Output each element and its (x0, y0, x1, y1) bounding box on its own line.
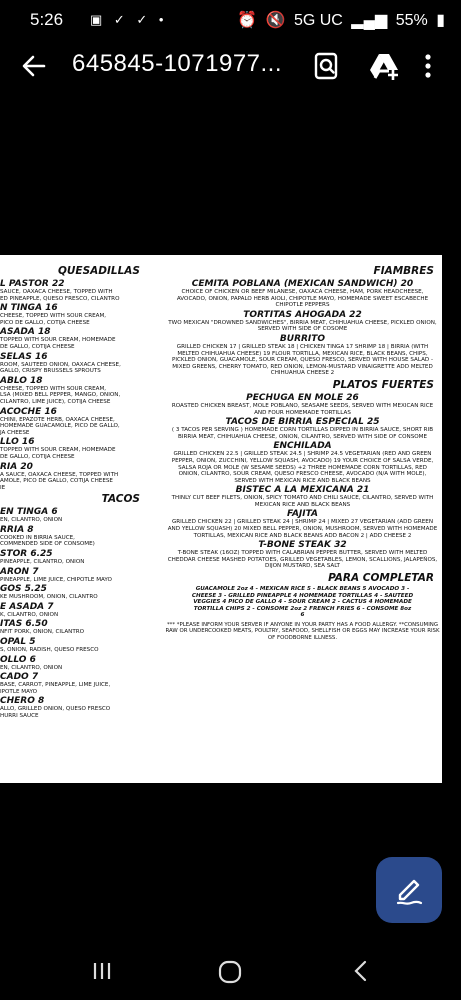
menu-item (0, 584, 150, 601)
document-title: 645845-1071977... (72, 50, 283, 77)
menu-item (163, 485, 442, 508)
menu-item-name: BISTEC A LA MEXICANA 21 (235, 485, 370, 496)
menu-item (0, 567, 150, 584)
menu-item (0, 303, 150, 326)
menu-item (0, 507, 150, 524)
menu-item-name: STOR 6.25 (0, 549, 53, 560)
chevron-left-icon (350, 959, 372, 983)
home-icon (217, 959, 243, 985)
menu-item-description: PINEAPPLE, LIME JUICE, CHIPOTLE MAYO (0, 576, 112, 583)
pen-scribble-icon (376, 857, 442, 923)
menu-item-name: EN TINGA 6 (0, 507, 58, 518)
menu-item-name: SELAS 16 (0, 351, 48, 362)
menu-item-name: RIA 20 (0, 461, 33, 472)
menu-item (0, 407, 150, 437)
section-heading: FIAMBRES (373, 265, 434, 277)
menu-item-description: CHOICE OF CHICKEN OR BEEF MILANESE, OAXACA CHEESE, HAM, PORK HEADCHEESE, AVOCADO, ONION, PAPALO HERB AIOLI, CHIPOTLE MAYO, HOMEMADE SWEET ESCABECHE CHIPOTLE PEPPERS (176, 289, 429, 309)
menu-item-description: GALLO, CRISPY BRUSSELS SPROUTS (0, 368, 101, 375)
allergy-notice: *** *PLEASE INFORM YOUR SERVER IF ANYONE IN YOUR PARTY HAS A FOOD ALLERGY. **CONSUMING RAW OR UNDERCOOKED MEATS, POULTRY, SEAFOOD, SHELLFISH OR EGGS MAY INCREASE YOUR RISK OF FOODBORNE ILLNESS. (165, 622, 440, 641)
menu-item (0, 602, 150, 619)
menu-item-description: TOPPED WITH SOUR CREAM, HOMEMADE (0, 447, 116, 454)
menu-item-name: TORTITAS AHOGADA 22 (243, 309, 362, 320)
annotate-button[interactable] (376, 857, 442, 923)
menu-item-name: GOS 5.25 (0, 584, 47, 595)
menu-item-description: SAUCE, OAXACA CHEESE, TOPPED WITH (0, 289, 113, 295)
section-heading: QUESADILLAS (57, 265, 140, 277)
menu-item (163, 509, 442, 539)
menu-item (163, 393, 442, 416)
battery-label: 55% (395, 12, 428, 29)
menu-item (0, 352, 150, 375)
menu-item-description: CILANTRO, LIME JUICE), COTIJA CHEESE (0, 398, 111, 405)
section-heading: PLATOS FUERTES (332, 378, 434, 391)
menu-item-description: GRILLED CHICKEN 17 | GRILLED STEAK 18 | CHICKEN TINGA 17 SHRIMP 18 | BIRRIA (WITH MELTED CHIHUAHUA CHEESE) 19 FLOUR TORTILLA, MEXICAN RICE, BLACK BEANS, CHIPS, PICKLED ONION, GUACAMOLE, SOUR CREAM, QUESO FRESCO, SERVED WITH HOUSE SALAD - MIXED GREENS, CHERRY TOMATO, RED ONION, LEMON-MUSTARD VINAIGRETTE ADD MELTED CHIHUAHUA CHEESE 2 (171, 343, 434, 377)
menu-item-description: AMOLE, PICO DE GALLO, COTIJA CHEESE (0, 478, 113, 485)
menu-item-description: A SAUCE, OAXACA CHEESE, TOPPED WITH (0, 471, 119, 478)
menu-item (163, 279, 442, 309)
menu-item-description: PINEAPPLE, CILANTRO, ONION (0, 559, 85, 566)
menu-item (0, 327, 150, 350)
menu-item (0, 376, 150, 406)
menu-item-name: E ASADA 7 (0, 601, 54, 612)
recent-apps-button[interactable] (90, 959, 114, 988)
menu-item-name: ARON 7 (0, 566, 39, 577)
menu-item-description: GRILLED CHICKEN 22 | GRILLED STEAK 24 | SHRIMP 24 | MIXED 27 VEGETARIAN (ADD GREEN AND YELLOW SQUASH) 20 MIXED BELL PEPPER, ONION, MUSHROOM, SERVED WITH HOMEMADE TORTILLAS, MEXICAN RICE AND BLACK BEANS ADD BACON 2 | ADD CHEESE 2 (167, 519, 438, 539)
menu-item-description: BASE, CARROT, PINEAPPLE, LIME JUICE, (0, 682, 111, 689)
system-nav-bar (0, 945, 461, 1000)
back-nav-button[interactable] (350, 959, 372, 988)
lens-search-icon (310, 50, 342, 82)
more-options-button[interactable] (418, 50, 438, 82)
menu-item-description: EN, CILANTRO, ONION (0, 664, 63, 671)
signal-icon: ▂▄▆ (351, 12, 388, 29)
drive-add-icon (368, 50, 400, 82)
status-right (233, 10, 445, 30)
menu-item-description: PICO DE GALLO, COTIJA CHEESE (0, 319, 90, 326)
alarm-icon: ⏰ (237, 12, 258, 29)
menu-item-description: ROASTED CHICKEN BREAST, MOLE POBLANO, SEASAME SEEDS, SERVED WITH MEXICAN RICE AND FOUR HOMEMADE TORTILLAS (171, 402, 434, 416)
menu-item-name: OPAL 5 (0, 637, 36, 648)
menu-item-description: T-BONE STEAK (16OZ) TOPPED WITH CALABRIAN PEPPER BUTTER, SERVED WITH MELTED CHEDDAR CHEESE MASHED POTATOES, GRILLED VEGETABLES, LEMON, SCALLIONS, JALAPEÑOS, DIJON MUSTARD, SEA SALT (167, 550, 438, 570)
menu-item-description: ALLO, GRILLED ONION, QUESO FRESCO (0, 706, 111, 713)
menu-item-name: ENCHILADA (273, 441, 332, 452)
arrow-left-icon (18, 50, 50, 82)
battery-icon: ▮ (436, 12, 445, 29)
menu-item-name: ABLO 18 (0, 375, 43, 386)
menu-item-description: ( 3 TACOS PER SERVING ) HOMEMADE CORN TORTILLAS DIPPED IN BIRRIA SAUCE, SHORT RIB BIRRIA MEAT, CHIHUAHUA CHEESE, ONION, CILANTRO, SERVED WITH SIDE OF CONSOME (171, 427, 434, 440)
menu-item-description: S, ONION, RADISH, QUESO FRESCO (0, 647, 99, 654)
status-time: 5:26 (30, 10, 64, 29)
menu-item-description: TWO MEXICAN "DROWNED SANDWICHES", BIRRIA MEAT, CHIHUAHUA CHEESE, PICKLED ONION, SERVED WITH SIDE OF COSOME (168, 319, 437, 333)
menu-item-description: CHEESE, TOPPED WITH SOUR CREAM, (0, 313, 107, 320)
menu-item-description: CHEESE, TOPPED WITH SOUR CREAM, (0, 385, 107, 392)
menu-item-description: GRILLED CHICKEN 22.5 | GRILLED STEAK 24.5 | SHRIMP 24.5 VEGETARIAN (RED AND GREEN PEPPER, ONION, ZUCCHINI, YELLOW SQUASH, AVOCADO) 19 YOUR CHOICE OF SALSA VERDE, SALSA ROJA OR MOLE (W SESAME SEEDS) +2 THREE HOMEMADE CORN TORTILLAS, RED ONION, CILANTRO, SOUR CREAM, QUESO FRESCO CHEESE, AVOCADO (N/A WITH MOLE), SERVED WITH MEXICAN RICE AND BLACK BEANS (171, 451, 434, 484)
menu-item-description: K, CILANTRO, ONION (0, 611, 59, 618)
menu-item (0, 672, 150, 695)
menu-item-name: ITAS 6.50 (0, 619, 48, 630)
menu-item-name: CHERO 8 (0, 696, 45, 707)
menu-left-column (0, 263, 150, 721)
menu-item-name: TACOS DE BIRRIA ESPECIAL 25 (225, 417, 380, 428)
menu-item-description: IPOTLE MAYO (0, 688, 38, 695)
menu-item-description: THINLY CUT BEEF FILETS, ONION, SPICY TOMATO AND CHILI SAUCE, CILANTRO, SERVED WITH MEXICAN RICE AND BLACK BEANS (171, 495, 434, 508)
menu-item-description: DE GALLO, COTIJA CHEESE (0, 343, 75, 350)
menu-item-name: LLO 16 (0, 437, 35, 448)
menu-item-description: NFIT PORK, ONION, CILANTRO (0, 629, 85, 636)
notification-icons: ▣ ✓ ✓ • (90, 12, 168, 27)
menu-item (0, 437, 150, 460)
recents-icon (90, 959, 114, 983)
menu-item-name: FAJITA (286, 509, 319, 520)
menu-item (0, 462, 150, 492)
menu-item-description: IE (0, 484, 6, 491)
menu-item-description: GUACAMOLE 2oz 4 - MEXICAN RICE 5 - BLACK BEANS 5 AVOCADO 3 - CHEESE 3 - GRILLED PINEAPPLE 4 HOMEMADE TORTILLAS 4 - SAUTEED VEGGIES 4 PICO DE GALLO 4 - SOUR CREAM 2 - CACTUS 4 HOMEMADE TORTILLA CHIPS 2 - CONSOME 2oz 2 FRENCH FRIES 6 - CONSOME 8oz 6 (191, 586, 414, 619)
menu-item-description: TOPPED WITH SOUR CREAM, HOMEMADE (0, 337, 116, 344)
menu-item (163, 417, 442, 440)
menu-item (163, 540, 442, 570)
section-heading: PARA COMPLETAR (328, 572, 434, 585)
menu-item (0, 655, 150, 672)
menu-item (163, 441, 442, 484)
menu-item-name: RRIA 8 (0, 524, 34, 535)
menu-item-description: HURRI SAUCE (0, 713, 39, 719)
menu-item (0, 696, 150, 719)
menu-item (163, 334, 442, 377)
menu-item-name: N TINGA 16 (0, 303, 58, 314)
lens-search-button[interactable] (310, 50, 342, 82)
menu-item (0, 279, 150, 302)
menu-right-column (163, 263, 442, 641)
menu-item-name: PECHUGA EN MOLE 26 (246, 392, 359, 403)
menu-item-name: ACOCHE 16 (0, 406, 57, 417)
menu-item-description: ED PINEAPPLE, QUESO FRESCO, CILANTRO (0, 295, 120, 302)
status-bar (0, 0, 461, 40)
menu-item-description: COOKED IN BIRRIA SAUCE, (0, 534, 75, 541)
app-toolbar (0, 40, 461, 92)
menu-item-description: DE GALLO, COTIJA CHEESE (0, 453, 75, 460)
more-vert-icon (418, 50, 438, 82)
menu-item-name: OLLO 6 (0, 654, 36, 665)
menu-item-description: HOMEMADE GUACAMOLE, PICO DE GALLO, (0, 423, 120, 430)
menu-item-description: JA CHEESE (0, 429, 30, 436)
menu-item-name: CADO 7 (0, 672, 39, 683)
menu-item (163, 586, 442, 619)
home-button[interactable] (217, 959, 243, 990)
menu-item-description: LSA (MIXED BELL PEPPER, MANGO, ONION, (0, 392, 121, 399)
menu-item (0, 525, 150, 548)
mute-icon: 🔇 (265, 12, 286, 29)
back-button[interactable] (18, 50, 50, 82)
menu-item-name: ASADA 18 (0, 327, 51, 338)
menu-item (163, 310, 442, 333)
menu-item-name: CEMITA POBLANA (MEXICAN SANDWICH) 20 (191, 279, 414, 289)
menu-item (0, 637, 150, 654)
menu-item-description: COMMENDED SIDE OF CONSOME) (0, 541, 95, 548)
section-heading: TACOS (101, 493, 140, 506)
menu-document-page[interactable] (0, 255, 442, 783)
menu-item-description: EN, CILANTRO, ONION (0, 517, 63, 524)
network-label: 5G UC (293, 12, 343, 29)
menu-item (0, 619, 150, 636)
menu-item-description: KE MUSHROOM, ONION, CILANTRO (0, 594, 98, 601)
menu-item-description: ROOM, SAUTEED ONION, OAXACA CHEESE, (0, 361, 121, 368)
menu-item-name: BURRITO (279, 333, 326, 344)
menu-item-name: T-BONE STEAK 32 (258, 540, 347, 551)
menu-item-name: L PASTOR 22 (0, 279, 65, 289)
menu-item-description: CHINI, EPAZOTE HERB, OAXACA CHEESE, (0, 416, 115, 423)
add-to-drive-button[interactable] (368, 50, 400, 82)
menu-item (0, 549, 150, 566)
